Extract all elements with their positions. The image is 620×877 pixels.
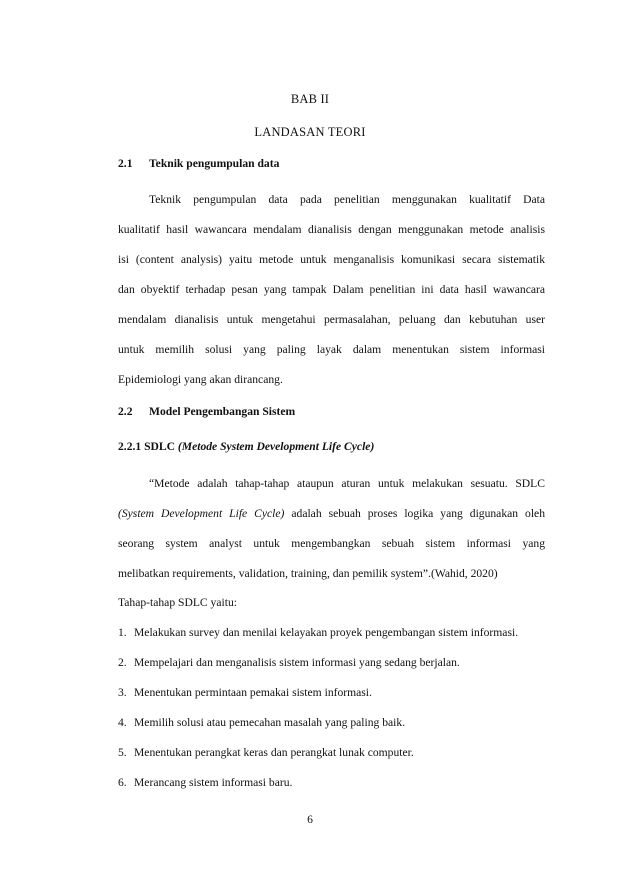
quote-line: “Metode adalah tahap-tahap ataupun aturan untuk melakukan sesuatu. SDLC: [149, 477, 545, 490]
quote-line: seorang system analyst untuk mengembangkan sebuah sistem informasi yang: [118, 537, 545, 550]
quote-italic: (System Development Life Cycle): [118, 507, 285, 520]
list-item: Mempelajari dan menganalisis sistem informasi yang sedang berjalan.: [134, 656, 460, 669]
list-item-number: 5.: [118, 746, 127, 759]
section-number: 2.2: [118, 405, 133, 418]
list-item: Menentukan perangkat keras dan perangkat lunak computer.: [134, 746, 414, 759]
page-number: 6: [307, 813, 313, 826]
list-item-number: 4.: [118, 716, 127, 729]
paragraph-line: Teknik pengumpulan data pada penelitian menggunakan kualitatif Data: [149, 193, 545, 206]
steps-intro: Tahap-tahap SDLC yaitu:: [118, 596, 237, 609]
quote-line: melibatkan requirements, validation, training, dan pemilik system”.(Wahid, 2020): [118, 567, 498, 580]
list-item: Memilih solusi atau pemecahan masalah yang paling baik.: [134, 716, 406, 729]
paragraph-line: dan obyektif terhadap pesan yang tampak Dalam penelitian ini data hasil wawancara: [118, 283, 545, 296]
subsection-title-italic: (Metode System Development Life Cycle): [177, 440, 375, 453]
section-title: Teknik pengumpulan data: [149, 157, 280, 170]
list-item-number: 1.: [118, 626, 127, 639]
chapter-label: BAB II: [290, 92, 330, 106]
list-item: Menentukan permintaan pemakai sistem informasi.: [134, 686, 372, 699]
paragraph-line: isi (content analysis) yaitu metode untuk menganalisis komunikasi secara sistematik: [118, 253, 545, 266]
section-title: Model Pengembangan Sistem: [149, 405, 296, 418]
list-item-number: 3.: [118, 686, 127, 699]
quote-line: [118, 507, 545, 520]
list-item: Merancang sistem informasi baru.: [134, 776, 293, 789]
list-item: Melakukan survey dan menilai kelayakan proyek pengembangan sistem informasi.: [134, 626, 519, 639]
list-item-number: 6.: [118, 776, 127, 789]
quote-rest: adalah sebuah proses logika yang digunakan oleh: [284, 507, 545, 520]
paragraph-line: untuk memilih solusi yang paling layak dalam menentukan sistem informasi: [118, 343, 545, 356]
section-number: 2.1: [118, 157, 133, 170]
paragraph-line: Epidemiologi yang akan dirancang.: [118, 373, 283, 386]
paragraph-line: kualitatif hasil wawancara mendalam dianalisis dengan menggunakan metode analisis: [118, 223, 545, 236]
chapter-title: LANDASAN TEORI: [254, 125, 366, 139]
subsection-prefix: 2.2.1 SDLC: [118, 440, 178, 453]
paragraph-line: mendalam dianalisis untuk mengetahui permasalahan, peluang dan kebutuhan user: [118, 313, 545, 326]
list-item-number: 2.: [118, 656, 127, 669]
subsection-heading: [118, 440, 545, 453]
